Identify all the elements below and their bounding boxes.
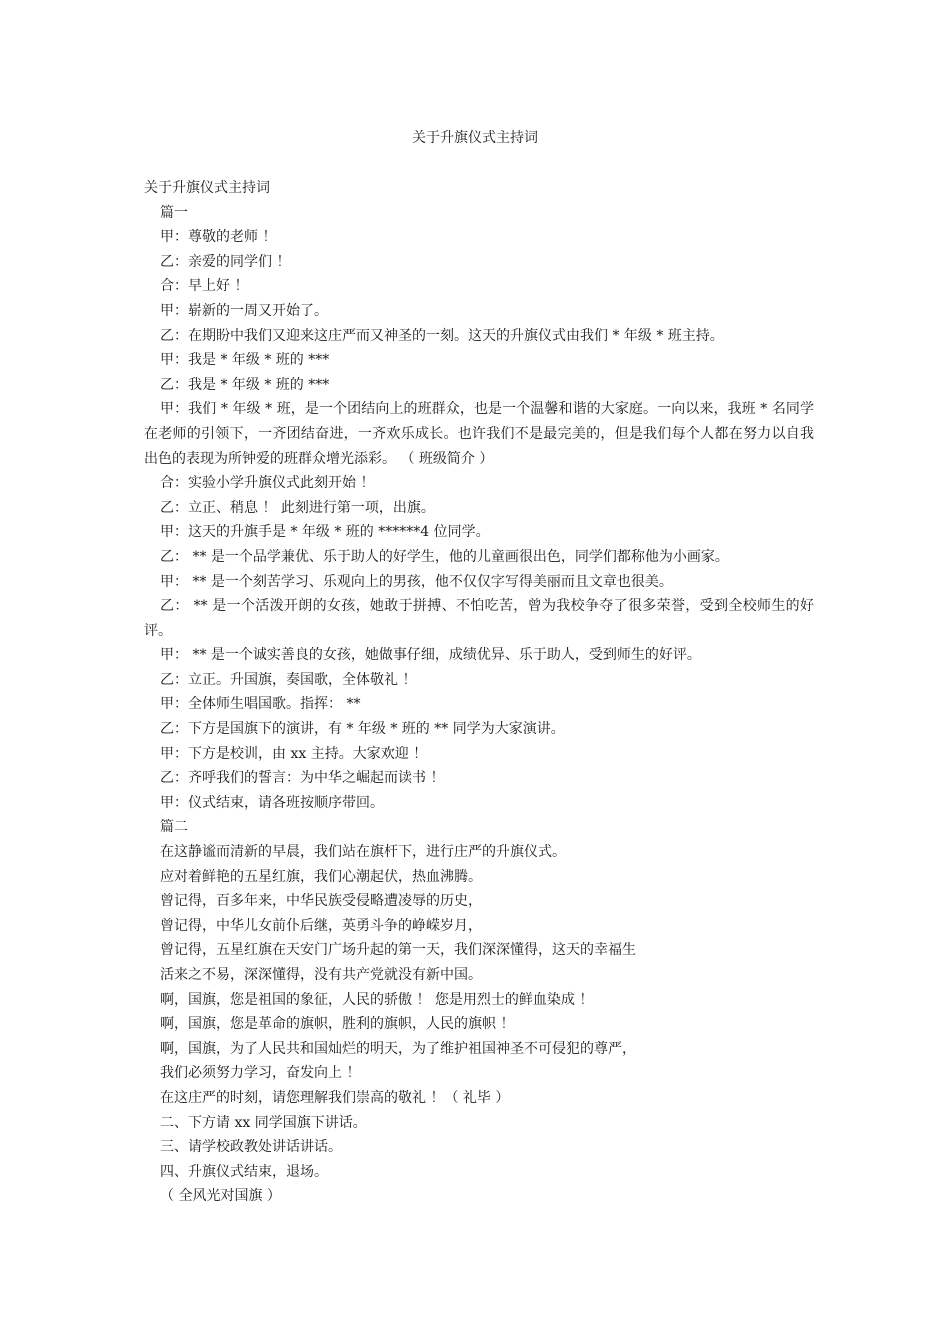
script-line: 合：早上好 ！ <box>160 278 249 295</box>
section-heading-1: 篇一 <box>160 204 188 221</box>
speech-line: 应对着鲜艳的五星红旗，我们心潮起伏，热血沸腾。 <box>160 868 482 885</box>
script-line: 甲：尊敬的老师 ！ <box>160 229 277 246</box>
script-line: 甲：我是 * 年级 * 班的 *** <box>160 352 330 369</box>
speech-line: 曾记得，中华儿女前仆后继，英勇斗争的峥嵘岁月， <box>160 917 482 934</box>
script-line: 甲：下方是校训，由 xx 主持。大家欢迎 ！ <box>160 745 428 762</box>
speech-line: 在这庄严的时刻，请您理解我们崇高的敬礼 ！（ 礼毕 ） <box>160 1089 510 1106</box>
speech-line: 四、升旗仪式结束，退场。 <box>160 1163 328 1180</box>
script-line: 乙：下方是国旗下的演讲，有 * 年级 * 班的 ** 同学为大家演讲。 <box>160 721 565 738</box>
script-line: 乙：齐呼我们的誓言：为中华之崛起而读书 ！ <box>160 770 445 787</box>
script-line: 甲： ** 是一个刻苦学习、乐观向上的男孩，他不仅仅字写得美丽而且文章也很美。 <box>160 573 673 590</box>
document-subtitle: 关于升旗仪式主持词 <box>144 180 270 196</box>
speech-line: 曾记得，五星红旗在天安门广场升起的第一天，我们深深懂得，这天的幸福生 <box>160 942 636 959</box>
class-intro-paragraph: 甲：我们 * 年级 * 班，是一个团结向上的班群众，也是一个温馨和谐的大家庭。一向以来，我班 * 名同学在老师的引领下，一齐团结奋进，一齐欢乐成长。也许我们不是最完美的，但是我们每个人都在努力以自我出色的表现为所钟爱的班群众增光添彩。 （ 班级简介 ） <box>144 401 814 467</box>
speech-line: 三、请学校政教处讲话讲话。 <box>160 1139 342 1156</box>
speech-line: 啊，国旗，您是革命的旗帜，胜利的旗帜，人民的旗帜 ！ <box>160 1016 515 1033</box>
speech-line: 曾记得，百多年来，中华民族受侵略遭凌辱的历史， <box>160 893 482 910</box>
section-heading-2: 篇二 <box>160 819 188 836</box>
script-line: 乙：亲爱的同学们 ！ <box>160 253 291 270</box>
script-line: 甲：崭新的一周又开始了。 <box>160 302 328 319</box>
script-line: 甲：这天的升旗手是 * 年级 * 班的 ******4 位同学。 <box>160 524 490 541</box>
script-line: 乙：立正、稍息 ！ 此刻进行第一项，出旗。 <box>160 499 435 516</box>
script-line: 合：实验小学升旗仪式此刻开始 ！ <box>160 475 375 492</box>
speech-line: 二、下方请 xx 同学国旗下讲话。 <box>160 1114 367 1131</box>
script-line: 甲：仪式结束，请各班按顺序带回。 <box>160 794 384 811</box>
speech-line: （ 全风光对国旗 ） <box>160 1188 281 1205</box>
flag-bearer-paragraph: 乙： ** 是一个活泼开朗的女孩，她敢于拼搏、不怕吃苦，曾为我校争夺了很多荣誉，受到全校师生的好评。 <box>144 598 814 639</box>
script-line: 甲：全体师生唱国歌。指挥： ** <box>160 696 361 713</box>
speech-line: 啊，国旗，您是祖国的象征，人民的骄傲 ！ 您是用烈士的鲜血染成 ！ <box>160 991 594 1008</box>
script-line: 乙：立正。升国旗，奏国歌，全体敬礼 ！ <box>160 671 417 688</box>
script-line: 乙：我是 * 年级 * 班的 *** <box>160 376 330 393</box>
speech-line: 在这静谧而清新的早晨，我们站在旗杆下，进行庄严的升旗仪式。 <box>160 844 566 861</box>
document-title: 关于升旗仪式主持词 <box>412 130 538 146</box>
script-line: 乙：在期盼中我们又迎来这庄严而又神圣的一刻。这天的升旗仪式由我们 * 年级 * 班主持。 <box>160 327 724 344</box>
document-body <box>144 176 814 1209</box>
script-line: 甲： ** 是一个诚实善良的女孩，她做事仔细，成绩优异、乐于助人，受到师生的好评。 <box>160 647 701 664</box>
speech-line: 啊，国旗，为了人民共和国灿烂的明天，为了维护祖国神圣不可侵犯的尊严， <box>160 1040 636 1057</box>
speech-line: 我们必须努力学习，奋发向上 ！ <box>160 1065 361 1082</box>
script-line: 乙： ** 是一个品学兼优、乐于助人的好学生，他的儿童画很出色，同学们都称他为小画家。 <box>160 548 729 565</box>
speech-line: 活来之不易，深深懂得，没有共产党就没有新中国。 <box>160 967 482 983</box>
